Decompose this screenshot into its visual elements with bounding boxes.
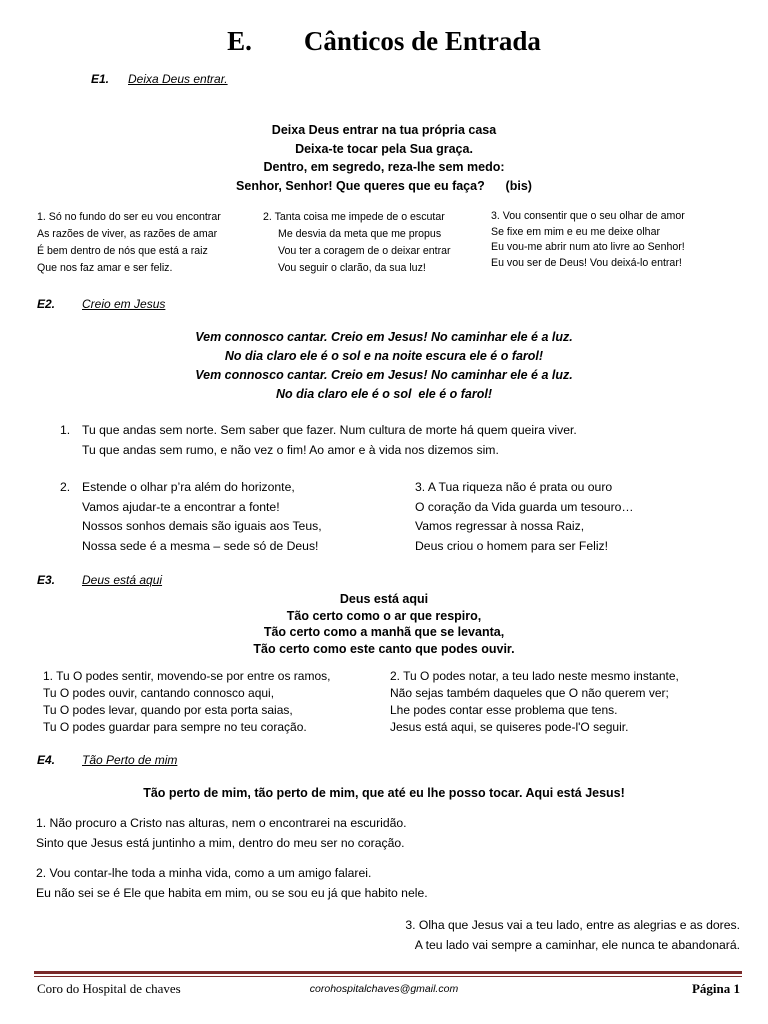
verse-e3-2 xyxy=(390,668,679,736)
verse-line: As razões de viver, as razões de amar xyxy=(37,228,218,240)
chorus-e4: Tão perto de mim, tão perto de mim, que até eu lhe posso tocar. Aqui está Jesus! xyxy=(143,786,625,800)
chorus-line: Deixa-te tocar pela Sua graça. xyxy=(295,141,473,156)
verse-line: 3. Vou consentir que o seu olhar de amor xyxy=(491,210,685,222)
footer-email: corohospitalchaves@gmail.com xyxy=(309,983,459,995)
chorus-line: No dia claro ele é o sol ele é o farol! xyxy=(275,387,493,401)
verse-line: 1. Não procuro a Cristo nas alturas, nem o encontrarei na escuridão. xyxy=(36,816,407,830)
verse-line: Lhe podes contar esse problema que tens. xyxy=(390,703,618,717)
footer-divider xyxy=(34,971,742,974)
chorus-e3 xyxy=(0,591,768,657)
verse-line: Que nos faz amar e ser feliz. xyxy=(37,262,173,274)
chorus-line: Deus está aqui xyxy=(339,592,429,606)
song-number-e1: E1. xyxy=(91,72,110,86)
verse-line: Tu que andas sem norte. Sem saber que fazer. Num cultura de morte há quem queira viver. xyxy=(82,423,577,437)
song-number-e4: E4. xyxy=(37,753,56,767)
verse-e2-3 xyxy=(415,478,634,556)
verse-line: 2. Tanta coisa me impede de o escutar xyxy=(263,211,445,223)
verse-line: Nossos sonhos demais são iguais aos Teus, xyxy=(82,519,322,533)
song-title-e4: Tão Perto de mim xyxy=(82,753,178,767)
verse-e3-1 xyxy=(43,668,330,736)
verse-line: Me desvia da meta que me propus xyxy=(278,228,442,240)
verse-line: 3. Olha que Jesus vai a teu lado, entre as alegrias e as dores. xyxy=(405,918,740,932)
chorus-line: Senhor, Senhor! Que queres que eu faça? (bis) xyxy=(236,178,532,193)
chorus-line: Vem connosco cantar. Creio em Jesus! No caminhar ele é a luz. xyxy=(195,330,573,344)
chorus-line: Deixa Deus entrar na tua própria casa xyxy=(271,123,497,137)
verse-line: 1. Só no fundo do ser eu vou encontrar xyxy=(37,211,221,223)
verse-line: 2. Vou contar-lhe toda a minha vida, como a um amigo falarei. xyxy=(36,866,372,880)
section-title: Cânticos de Entrada xyxy=(303,26,541,56)
verse-e1-2 xyxy=(263,209,451,277)
verse-line: Sinto que Jesus está juntinho a mim, dentro do meu ser no coração. xyxy=(36,835,405,850)
verse-e4-3 xyxy=(405,916,740,955)
verse-line: A teu lado vai sempre a caminhar, ele nunca te abandonará. xyxy=(414,937,740,952)
chorus-line: Tão certo como este canto que podes ouvir. xyxy=(253,641,515,656)
verse-line: Nossa sede é a mesma – sede só de Deus! xyxy=(82,538,319,553)
verse-line: 3. A Tua riqueza não é prata ou ouro xyxy=(415,480,613,494)
chorus-e1 xyxy=(0,121,768,195)
verse-e4-2 xyxy=(36,864,428,903)
verse-number: 2. xyxy=(60,480,71,494)
chorus-line: Tão certo como o ar que respiro, xyxy=(286,608,482,623)
verse-e4-1 xyxy=(36,814,407,853)
verse-line: Estende o olhar p’ra além do horizonte, xyxy=(82,480,295,494)
verse-line: Vou seguir o clarão, da sua luz! xyxy=(278,262,426,274)
verse-line: Tu O podes ouvir, cantando connosco aqui, xyxy=(43,686,275,700)
verse-line: Jesus está aqui, se quiseres pode-l'O seguir. xyxy=(390,720,629,734)
verse-line: Eu vou-me abrir num ato livre ao Senhor! xyxy=(491,241,685,253)
chorus-line: Vem connosco cantar. Creio em Jesus! No caminhar ele é a luz. xyxy=(195,368,573,382)
chorus-line: No dia claro ele é o sol e na noite escura ele é o farol! xyxy=(224,349,544,363)
verse-line: 1. Tu O podes sentir, movendo-se por entre os ramos, xyxy=(43,669,331,683)
song-title-e1: Deixa Deus entrar. xyxy=(128,72,228,86)
song-number-e3: E3. xyxy=(37,573,56,587)
chorus-line: Tão certo como a manhã que se levanta, xyxy=(263,625,505,639)
chorus-e2 xyxy=(0,328,768,404)
verse-line: Vamos ajudar-te a encontrar a fonte! xyxy=(82,499,280,514)
verse-line: Tu O podes guardar para sempre no teu coração. xyxy=(43,720,307,734)
verse-line: 2. Tu O podes notar, a teu lado neste mesmo instante, xyxy=(390,669,679,683)
page-title xyxy=(0,26,768,57)
chorus-line: Dentro, em segredo, reza-lhe sem medo: xyxy=(263,160,505,174)
verse-line: Se fixe em mim e eu me deixe olhar xyxy=(491,225,660,238)
page-number: Página 1 xyxy=(691,981,740,996)
verse-line: Tu que andas sem rumo, e não vez o fim! Ao amor e à vida nos dizemos sim. xyxy=(82,442,499,457)
verse-line: Não sejas também daqueles que O não querem ver; xyxy=(390,686,669,700)
verse-line: Deus criou o homem para ser Feliz! xyxy=(415,538,609,553)
verse-e2-2 xyxy=(82,478,322,556)
song-title-e2: Creio em Jesus xyxy=(82,297,166,311)
verse-line: Tu O podes levar, quando por esta porta saias, xyxy=(43,703,293,717)
verse-e1-1 xyxy=(37,209,221,277)
verse-line: Eu não sei se é Ele que habita em mim, ou se sou eu já que habito nele. xyxy=(36,885,428,900)
verse-line: Vamos regressar à nossa Raiz, xyxy=(415,519,585,533)
verse-e1-3 xyxy=(491,209,685,271)
footer-divider-thin xyxy=(34,976,742,977)
verse-line: Vou ter a coragem de o deixar entrar xyxy=(278,245,451,257)
section-letter: E. xyxy=(227,26,252,56)
verse-e2-1 xyxy=(82,421,577,460)
verse-line: Eu vou ser de Deus! Vou deixá-lo entrar! xyxy=(491,256,682,269)
footer-choir-name: Coro do Hospital de chaves xyxy=(37,981,181,996)
song-number-e2: E2. xyxy=(37,297,56,311)
verse-line: O coração da Vida guarda um tesouro… xyxy=(415,499,634,514)
verse-number: 1. xyxy=(60,423,71,437)
song-title-e3: Deus está aqui xyxy=(82,573,163,587)
verse-line: É bem dentro de nós que está a raiz xyxy=(37,245,208,257)
